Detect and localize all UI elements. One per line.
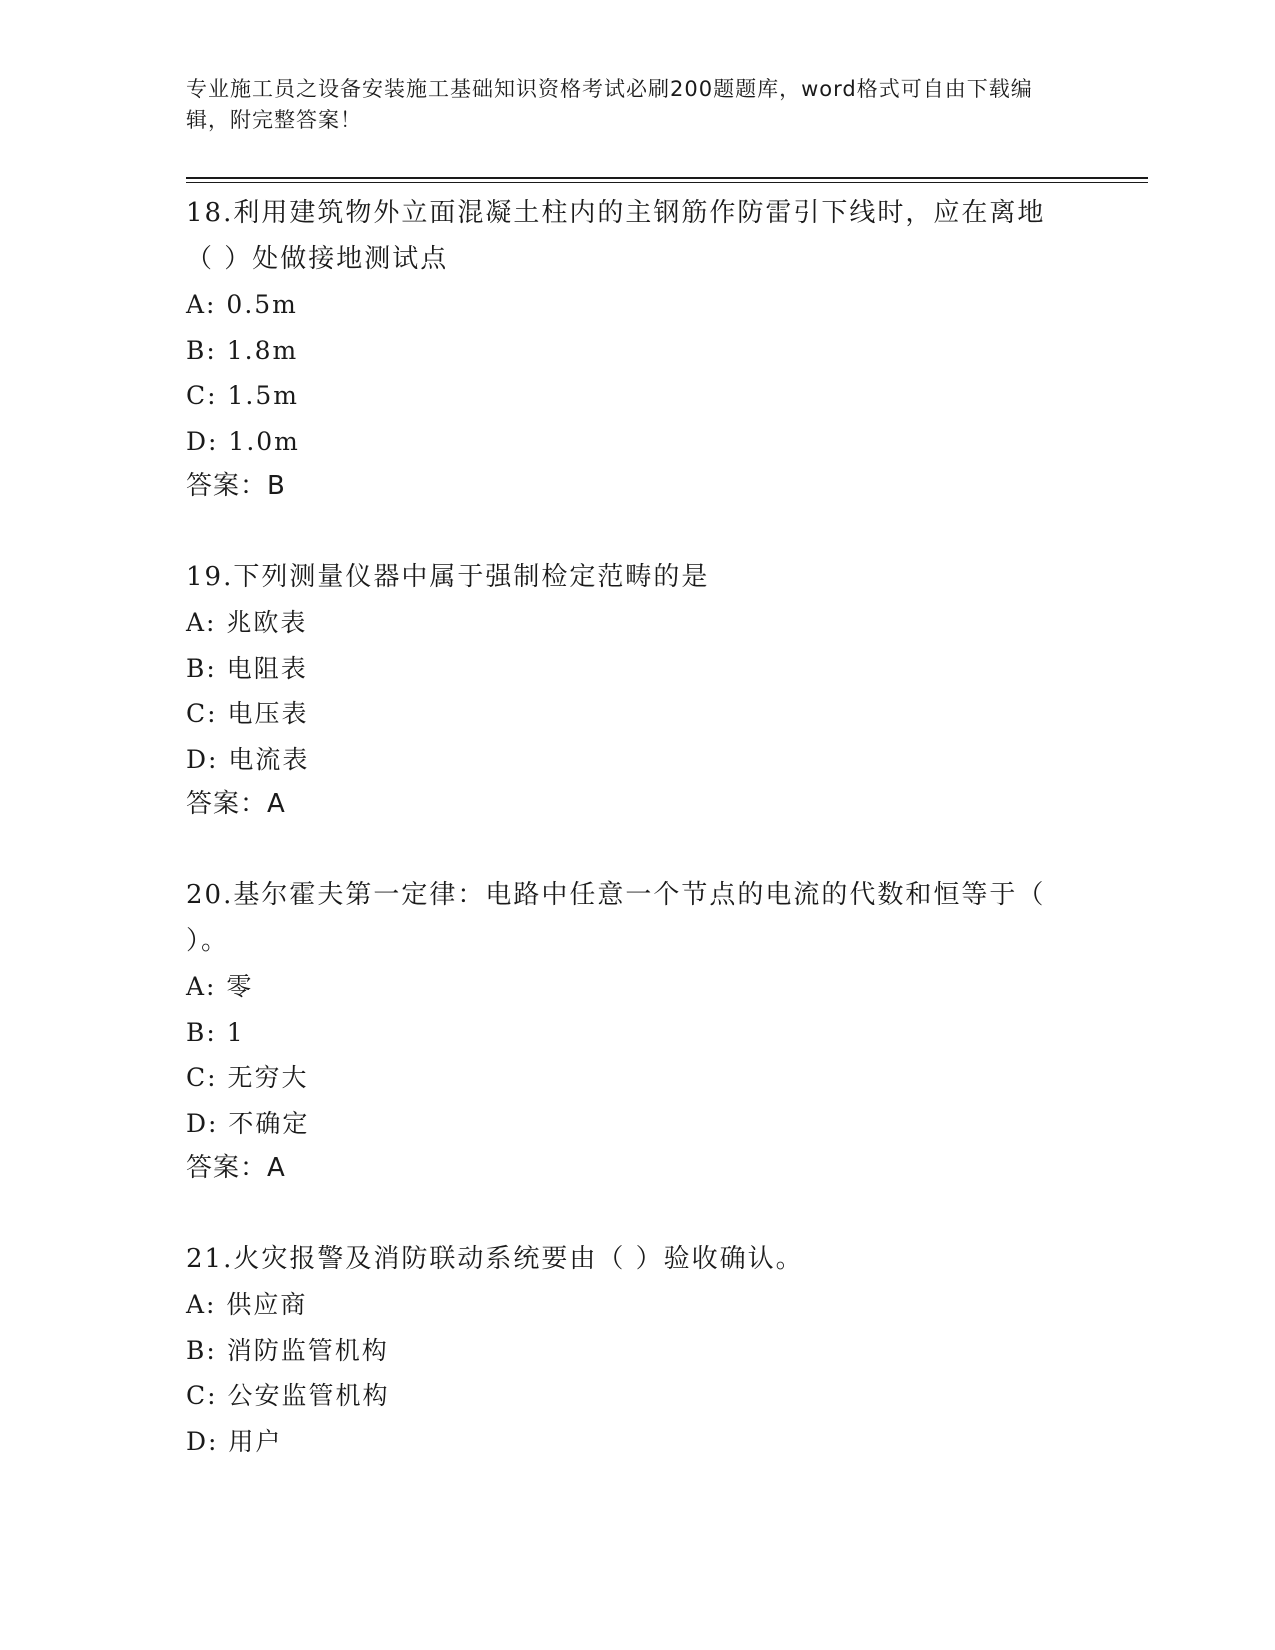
option-a: A: 兆欧表: [186, 608, 308, 637]
option-b: B: 1: [186, 1017, 245, 1047]
question-list: [186, 190, 1066, 1464]
question-19: [186, 554, 1066, 826]
option-c: C: 1.5m: [186, 381, 299, 410]
question-stem: 21.火灾报警及消防联动系统要由（ ）验收确认。: [186, 1244, 804, 1274]
answer-value: B: [267, 471, 286, 501]
document-title: 专业施工员之设备安装施工基础知识资格考试必刷200题题库，word格式可自由下载编辑，附完整答案！: [186, 77, 1033, 132]
question-stem: 19.下列测量仪器中属于强制检定范畴的是: [186, 562, 710, 592]
document-header: [186, 74, 1066, 136]
answer-line: [186, 782, 1066, 826]
option-a: A: 供应商: [186, 1290, 308, 1319]
question-21: [186, 1236, 1066, 1464]
option-b: B: 电阻表: [186, 653, 308, 683]
header-divider-thin: [186, 182, 1148, 183]
question-20: [186, 872, 1066, 1190]
question-stem: 18.利用建筑物外立面混凝土柱内的主钢筋作防雷引下线时，应在离地（ ）处做接地测试点: [186, 198, 1046, 274]
answer-value: A: [267, 789, 286, 819]
header-divider-thick: [186, 177, 1148, 179]
option-a: A: 0.5m: [186, 290, 298, 319]
option-c: C: 电压表: [186, 699, 309, 728]
option-d: D: 用户: [186, 1426, 283, 1456]
answer-label: 答案：: [186, 471, 268, 501]
answer-value: A: [267, 1153, 286, 1183]
answer-line: [186, 1146, 1066, 1190]
answer-line: [186, 464, 1066, 508]
option-d: D: 不确定: [186, 1108, 310, 1138]
answer-label: 答案：: [186, 1153, 268, 1183]
option-c: C: 公安监管机构: [186, 1381, 390, 1410]
option-c: C: 无穷大: [186, 1063, 309, 1092]
question-stem: 20.基尔霍夫第一定律：电路中任意一个节点的电流的代数和恒等于（ ）。: [186, 880, 1046, 956]
option-d: D: 电流表: [186, 744, 310, 774]
option-b: B: 消防监管机构: [186, 1335, 389, 1365]
option-a: A: 零: [186, 972, 254, 1001]
answer-label: 答案：: [186, 789, 268, 819]
question-18: [186, 190, 1066, 508]
option-b: B: 1.8m: [186, 335, 299, 365]
option-d: D: 1.0m: [186, 426, 300, 456]
